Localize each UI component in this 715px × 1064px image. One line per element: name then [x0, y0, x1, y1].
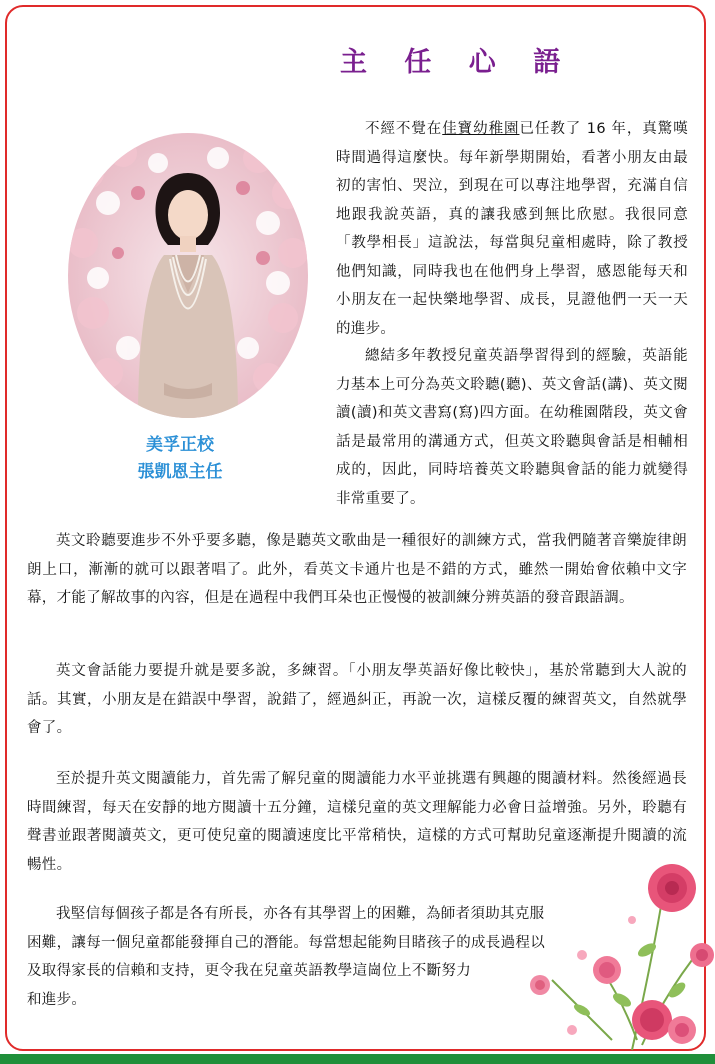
paragraph-1-before: 不經不覺在 — [365, 121, 443, 137]
school-name: 美孚正校 — [146, 435, 214, 455]
paragraph-6-line-1: 我堅信每個孩子都是各有所長，亦各有其學習上的困難，為師者須助其克服 — [56, 906, 545, 922]
bottom-bar — [0, 1054, 715, 1064]
paragraph-6-line-2: 困難，讓每一個兒童都能發揮自己的潛能。每當想起能夠目睹孩子的成長過程以 — [27, 934, 545, 951]
paragraph-2: 總結多年教授兒童英語學習得到的經驗，英語能力基本上可分為英文聆聽(聽)、英文會話(講)、英文閱讀(讀)和英文書寫(寫)四方面。在幼稚園階段，英文會話是最常用的溝通方式，但英文聆聽與會話是相輔相成的，因此，同時培養英文聆聽與會話的能力就變得非常重要了。 — [336, 348, 688, 507]
page-title: 主 任 心 語 — [340, 47, 575, 78]
paragraph-5: 至於提升英文閱讀能力，首先需了解兒童的閱讀能力水平並挑選有興趣的閱讀材料。然後經過長時間練習，每天在安靜的地方閱讀十五分鐘，這樣兒童的英文理解能力必會日益增強。另外，聆聽有聲書並跟著閱讀英文，更可使兒童的閱讀速度比平常稍快，這樣的方式可幫助兒童逐漸提升閱讀的流暢性。 — [27, 771, 687, 873]
paragraph-6-line-3: 及取得家長的信賴和支持，更令我在兒童英語教學這崗位上不斷努力 — [27, 963, 471, 979]
portrait-photo — [68, 133, 308, 418]
paragraph-1 — [336, 115, 688, 343]
rose-decoration — [512, 860, 715, 1054]
paragraph-1-after: 已任教了 16 年，真驚嘆時間過得這麼快。每年新學期開始，看著小朋友由最初的害怕、哭泣，到現在可以專注地學習，充滿自信地跟我說英語，真的讓我感到無比欣慰。我很同意「教學相長」這說法，每當與兒童相處時，除了教授他們知識，同時我也在他們身上學習，感恩能每天和小朋友在一起快樂地學習、成長，見證他們一天一天的進步。 — [336, 121, 688, 337]
author-caption — [110, 432, 250, 486]
paragraph-6-line-4: 和進步。 — [27, 991, 87, 1008]
paragraph-4: 英文會話能力要提升就是要多說，多練習。「小朋友學英語好像比較快」，基於常聽到大人說的話。其實，小朋友是在錯誤中學習，說錯了，經過糾正，再說一次，這樣反覆的練習英文，自然就學會了。 — [27, 663, 687, 736]
author-name: 張凱恩主任 — [137, 462, 223, 482]
school-name-link: 佳寶幼稚園 — [442, 121, 520, 137]
paragraph-3: 英文聆聽要進步不外乎要多聽，像是聽英文歌曲是一種很好的訓練方式，當我們隨著音樂旋律朗朗上口，漸漸的就可以跟著唱了。此外，看英文卡通片也是不錯的方式，雖然一開始會依賴中文字幕，才能了解故事的內容，但是在過程中我們耳朵也正慢慢的被訓練分辨英語的發音跟語調。 — [27, 533, 687, 606]
